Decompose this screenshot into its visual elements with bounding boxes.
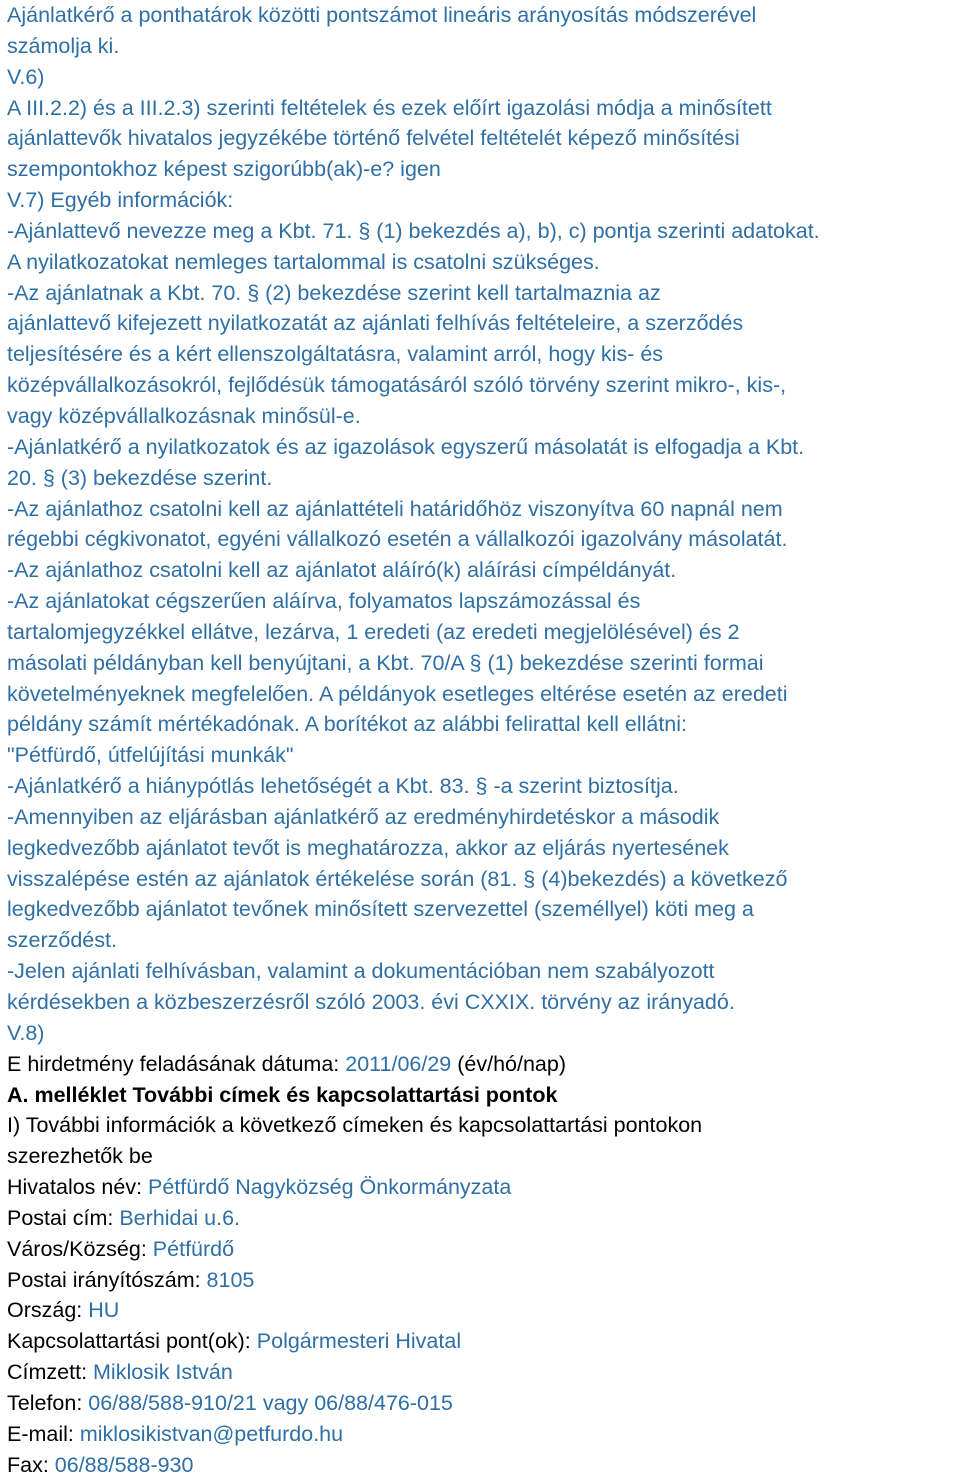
text-line: legkedvezőbb ajánlatot tevőnek minősített szervezettel (személlyel) köti meg a	[7, 897, 754, 922]
field-value: Pétfürdő Nagyközség Önkormányzata	[148, 1175, 512, 1200]
section-v-text	[7, 0, 952, 1049]
annex-intro: I) További információk a következő címeken és kapcsolattartási pontokon	[7, 1113, 703, 1138]
field-value: 06/88/588-910/21 vagy 06/88/476-015	[88, 1390, 453, 1415]
field-label: Város/Község:	[7, 1236, 153, 1261]
text-line: másolati példányban kell benyújtani, a Kbt. 70/A § (1) bekezdése szerinti formai	[7, 650, 764, 675]
field-postal-code	[7, 1265, 952, 1296]
section-heading-v6: V.6)	[7, 64, 45, 89]
text-line: -Ajánlatkérő a nyilatkozatok és az igazolások egyszerű másolatát is elfogadja a Kbt.	[7, 434, 805, 459]
field-value: Berhidai u.6.	[119, 1205, 241, 1230]
field-postal-address	[7, 1203, 952, 1234]
field-label: Címzett:	[7, 1360, 94, 1385]
field-town	[7, 1234, 952, 1265]
text-line: legkedvezőbb ajánlatot tevőt is meghatározza, akkor az eljárás nyertesének	[7, 835, 729, 860]
text-line: számolja ki.	[7, 33, 120, 58]
field-value: Pétfürdő	[152, 1236, 235, 1261]
text-line: ajánlattevő kifejezett nyilatkozatát az ajánlati felhívás feltételeire, a szerződés	[7, 311, 744, 336]
text-line: kérdésekben a közbeszerzésről szóló 2003. évi CXXIX. törvény az irányadó.	[7, 990, 735, 1014]
dispatch-date-row	[7, 1049, 952, 1080]
text-line: régebbi cégkivonatot, egyéni vállalkozó esetén a vállalkozói igazolvány másolatát.	[7, 527, 788, 552]
field-value: Miklosik István	[93, 1360, 233, 1385]
annex-intro: szerezhetők be	[7, 1144, 153, 1169]
field-label: Hivatalos név:	[7, 1175, 149, 1200]
field-label: Kapcsolattartási pont(ok):	[7, 1329, 257, 1354]
field-value: 06/88/588-930	[54, 1452, 194, 1477]
dispatch-date-value: 2011/06/29	[345, 1051, 452, 1076]
text-line: A nyilatkozatokat nemleges tartalommal is csatolni szükséges.	[7, 249, 600, 274]
field-value: HU	[88, 1298, 120, 1323]
text-line: "Pétfürdő, útfelújítási munkák"	[7, 743, 294, 768]
section-heading-v8: V.8)	[7, 1020, 45, 1045]
field-country	[7, 1295, 952, 1326]
text-line: tartalomjegyzékkel ellátve, lezárva, 1 eredeti (az eredeti megjelölésével) és 2	[7, 619, 740, 644]
text-line: -Jelen ajánlati felhívásban, valamint a dokumentációban nem szabályozott	[7, 959, 715, 984]
field-value: Polgármesteri Hivatal	[256, 1329, 462, 1354]
dispatch-date-label: E hirdetmény feladásának dátuma:	[7, 1051, 346, 1076]
text-line: visszalépése estén az ajánlatok értékelése során (81. § (4)bekezdés) a következő	[7, 866, 788, 891]
field-contact-point	[7, 1326, 952, 1357]
text-line: -Amennyiben az eljárásban ajánlatkérő az eredményhirdetéskor a második	[7, 804, 720, 829]
text-line: -Ajánlatkérő a hiánypótlás lehetőségét a Kbt. 83. § -a szerint biztosítja.	[7, 774, 679, 799]
field-label: Fax:	[7, 1452, 55, 1477]
text-line: példány számít mértékadónak. A borítékot az alábbi felirattal kell ellátni:	[7, 712, 688, 737]
section-heading-v7: V.7) Egyéb információk:	[7, 188, 234, 213]
field-addressee	[7, 1357, 952, 1388]
text-line: -Az ajánlatokat cégszerűen aláírva, folyamatos lapszámozással és	[7, 589, 641, 614]
text-line: követelményeknek megfelelően. A példányok esetleges eltérése esetén az eredeti	[7, 681, 788, 706]
contact-fields	[7, 1172, 952, 1480]
field-fax	[7, 1450, 952, 1481]
field-value: miklosikistvan@petfurdo.hu	[79, 1421, 344, 1446]
text-line: szempontokhoz képest szigorúbb(ak)-e? igen	[7, 157, 441, 182]
field-telephone	[7, 1388, 952, 1419]
text-line: -Az ajánlatnak a Kbt. 70. § (2) bekezdése szerint kell tartalmaznia az	[7, 280, 661, 305]
text-line: -Az ajánlathoz csatolni kell az ajánlatot aláíró(k) aláírási címpéldányát.	[7, 558, 677, 583]
text-line: Ajánlatkérő a ponthatárok közötti pontszámot lineáris arányosítás módszerével	[7, 3, 757, 27]
annex-title: A. melléklet További címek és kapcsolattartási pontok	[7, 1082, 558, 1107]
text-line: A III.2.2) és a III.2.3) szerinti feltételek és ezek előírt igazolási módja a minősített	[7, 95, 772, 120]
field-value: 8105	[206, 1267, 255, 1292]
text-line: -Ajánlattevő nevezze meg a Kbt. 71. § (1) bekezdés a), b), c) pontja szerinti adatokat.	[7, 218, 820, 243]
dispatch-date-format: (év/hó/nap)	[451, 1051, 566, 1076]
text-line: -Az ajánlathoz csatolni kell az ajánlattételi határidőhöz viszonyítva 60 napnál nem	[7, 496, 783, 521]
field-label: Ország:	[7, 1298, 89, 1323]
field-label: Telefon:	[7, 1390, 89, 1415]
field-label: Postai irányítószám:	[7, 1267, 207, 1292]
field-email	[7, 1419, 952, 1450]
text-line: szerződést.	[7, 928, 117, 953]
text-line: vagy középvállalkozásnak minősül-e.	[7, 403, 361, 428]
text-line: középvállalkozásokról, fejlődésük támogatásáról szóló törvény szerint mikro-, kis-,	[7, 373, 787, 398]
field-official-name	[7, 1172, 952, 1203]
field-label: Postai cím:	[7, 1205, 120, 1230]
text-line: ajánlattevők hivatalos jegyzékébe történő felvétel feltételét képező minősítési	[7, 126, 740, 151]
text-line: 20. § (3) bekezdése szerint.	[7, 465, 273, 490]
field-label: E-mail:	[7, 1421, 80, 1446]
text-line: teljesítésére és a kért ellenszolgáltatásra, valamint arról, hogy kis- és	[7, 342, 664, 367]
